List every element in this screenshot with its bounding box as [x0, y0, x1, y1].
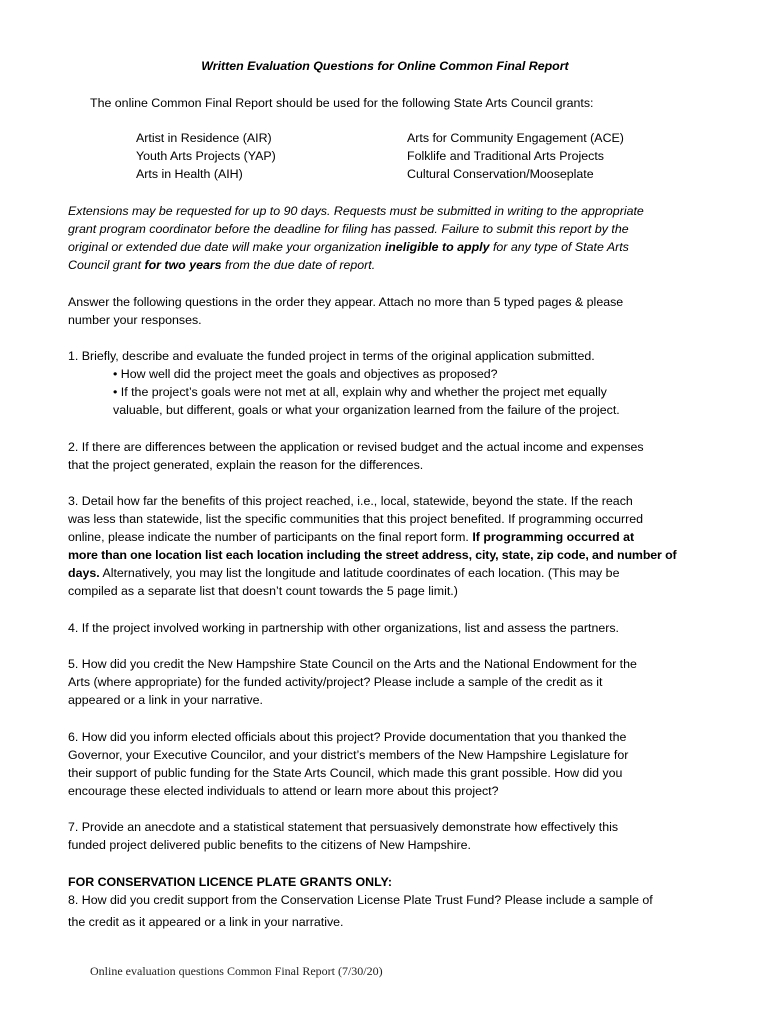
extensions-text: for any type of State Arts	[489, 240, 629, 254]
question-bullet: • How well did the project meet the goals and objectives as proposed?	[113, 367, 498, 381]
page-footer: Online evaluation questions Common Final Report (7/30/20)	[90, 964, 383, 978]
question-text	[68, 564, 619, 582]
question-bullet: • If the project’s goals were not met at all, explain why and whether the project met equally	[113, 385, 607, 399]
question-text: 7. Provide an anecdote and a statistical statement that persuasively demonstrate how effectively this	[68, 820, 619, 834]
extensions-text: from the due date of report.	[221, 258, 376, 272]
extensions-line: Extensions may be requested for up to 90 days. Requests must be submitted in writing to the appropriate	[68, 204, 644, 218]
question-text: that the project generated, explain the reason for the differences.	[68, 458, 424, 472]
two-years-emphasis: for two years	[144, 258, 222, 272]
document-title: Written Evaluation Questions for Online Common Final Report	[201, 59, 569, 73]
grant-item: Artist in Residence (AIR)	[136, 131, 272, 145]
question-text	[68, 528, 634, 546]
question-text: the credit as it appeared or a link in your narrative.	[68, 915, 344, 929]
grant-item: Arts in Health (AIH)	[136, 167, 243, 181]
extensions-line	[68, 238, 629, 256]
question-text-part: online, please indicate the number of participants on the final report form.	[68, 530, 473, 544]
ineligible-emphasis: ineligible to apply	[384, 240, 490, 254]
location-emphasis: more than one location list each location including the street address, city, state, zip code, and number of	[68, 548, 677, 562]
grant-item: Youth Arts Projects (YAP)	[136, 149, 276, 163]
grant-item: Folklife and Traditional Arts Projects	[407, 149, 604, 163]
extensions-line: grant program coordinator before the deadline for filing has passed. Failure to submit this report by the	[68, 222, 629, 236]
question-text-part: Alternatively, you may list the longitude and latitude coordinates of each location. (This may be	[99, 566, 620, 580]
section-heading: FOR CONSERVATION LICENCE PLATE GRANTS ONLY:	[68, 875, 393, 889]
grant-item: Arts for Community Engagement (ACE)	[407, 131, 624, 145]
question-text: 4. If the project involved working in partnership with other organizations, list and assess the partners.	[68, 621, 619, 635]
question-text: their support of public funding for the State Arts Council, which made this grant possible. How did you	[68, 766, 623, 780]
question-text: Governor, your Executive Councilor, and your district’s members of the New Hampshire Legislature for	[68, 748, 629, 762]
answer-instructions: number your responses.	[68, 313, 202, 327]
question-text: Arts (where appropriate) for the funded activity/project? Please include a sample of the credit as it	[68, 675, 603, 689]
question-text: 3. Detail how far the benefits of this project reached, i.e., local, statewide, beyond the state. If the reach	[68, 494, 633, 508]
question-text: compiled as a separate list that doesn’t count towards the 5 page limit.)	[68, 584, 458, 598]
location-emphasis: days.	[68, 566, 100, 580]
question-text: appeared or a link in your narrative.	[68, 693, 263, 707]
extensions-line	[68, 256, 375, 274]
question-text: 8. How did you credit support from the Conservation License Plate Trust Fund? Please include a sample of	[68, 893, 653, 907]
extensions-text: original or extended due date will make your organization	[68, 240, 385, 254]
extensions-text: Council grant	[68, 258, 145, 272]
location-emphasis: If programming occurred at	[472, 530, 635, 544]
question-text: was less than statewide, list the specific communities that this project benefited. If programming occurred	[68, 512, 644, 526]
question-text: encourage these elected individuals to attend or learn more about this project?	[68, 784, 499, 798]
question-text: 1. Briefly, describe and evaluate the funded project in terms of the original application submitted.	[68, 349, 595, 363]
question-text: funded project delivered public benefits to the citizens of New Hampshire.	[68, 838, 471, 852]
grant-item: Cultural Conservation/Mooseplate	[407, 167, 594, 181]
question-text: 6. How did you inform elected officials about this project? Provide documentation that you thanked the	[68, 730, 627, 744]
question-text: 2. If there are differences between the application or revised budget and the actual income and expenses	[68, 440, 644, 454]
question-text: 5. How did you credit the New Hampshire State Council on the Arts and the National Endowment for the	[68, 657, 637, 671]
question-bullet: valuable, but different, goals or what your organization learned from the failure of the project.	[113, 403, 620, 417]
answer-instructions: Answer the following questions in the order they appear. Attach no more than 5 typed pages & please	[68, 295, 624, 309]
intro-text: The online Common Final Report should be used for the following State Arts Council grants:	[90, 96, 594, 110]
